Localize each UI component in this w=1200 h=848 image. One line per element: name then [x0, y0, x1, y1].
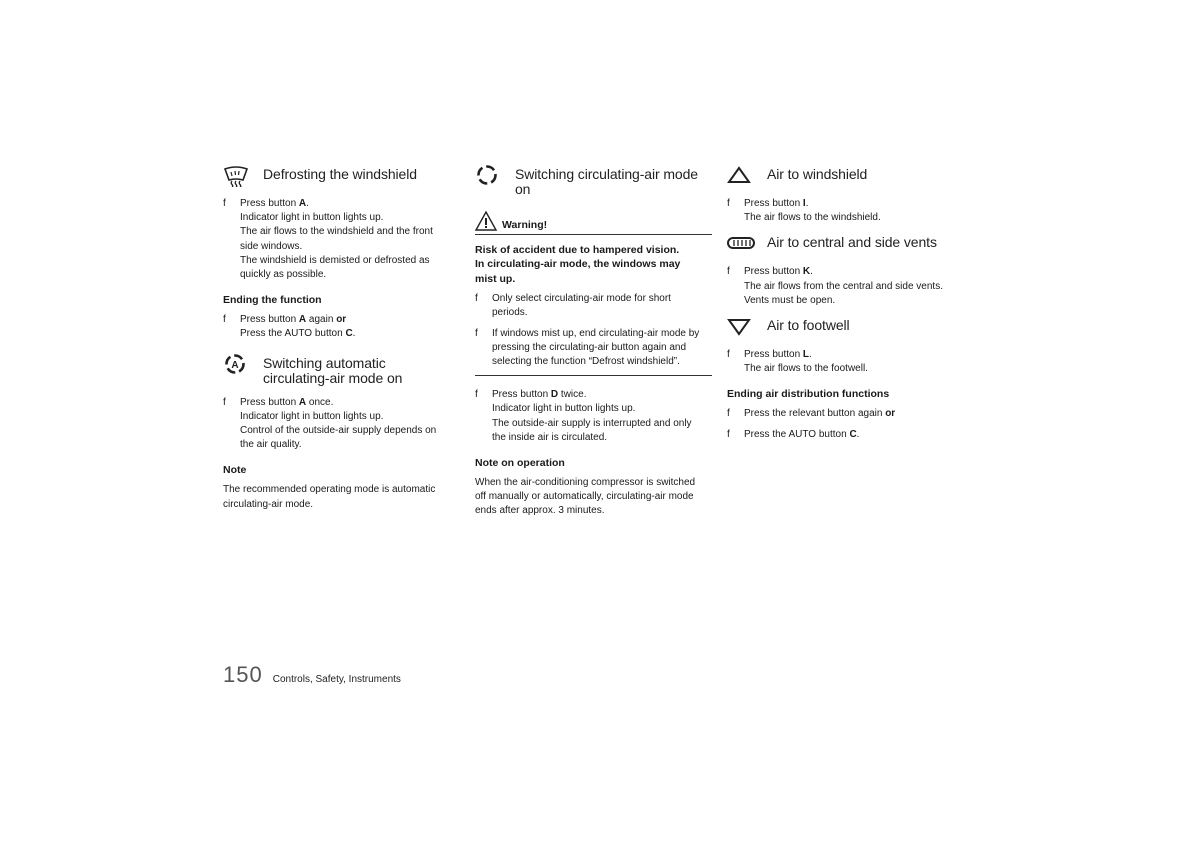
list-item-line: Press button A.: [240, 198, 309, 209]
list-item-line: pressing the circulating-air button again and: [492, 341, 687, 353]
heading-circ: [475, 163, 712, 197]
text-line: mist up.: [475, 272, 516, 285]
list-item-line: The air flows to the windshield and the front: [240, 226, 433, 238]
heading-footwell: [727, 314, 962, 338]
heading-vents-title: Air to central and side vents: [767, 234, 937, 251]
list-item-line: selecting the function “Defrost windshield”.: [492, 356, 680, 368]
list-item: [223, 197, 455, 282]
list-item-line: The air flows to the footwell.: [744, 363, 868, 375]
svg-text:A: A: [231, 359, 239, 371]
heading-footwell-title: Air to footwell: [767, 317, 850, 334]
list-item: [475, 327, 712, 370]
subhead-ending-function: Ending the function: [223, 294, 322, 307]
list-item-line: Press the AUTO button C.: [240, 328, 356, 340]
page-number: 150: [223, 662, 263, 687]
list-item-line: Indicator light in button lights up.: [240, 212, 384, 224]
list-item-line: Press button K.: [744, 266, 813, 278]
list-item-line: Press button A once.: [240, 396, 334, 408]
bullet-marker: f: [727, 198, 730, 209]
list-item: [727, 197, 962, 225]
bullet-marker: f: [475, 389, 478, 401]
list-item-line: Indicator light in button lights up.: [492, 403, 636, 415]
list-item: [475, 388, 712, 445]
bullet-marker: f: [727, 408, 730, 420]
heading-defrost: [223, 163, 455, 187]
text-line: ends after approx. 3 minutes.: [475, 505, 605, 517]
list-item: [727, 265, 962, 308]
heading-defrost-title: Defrosting the windshield: [263, 166, 417, 182]
ending-bullets: [223, 313, 455, 341]
list-item-line: quickly as possible.: [240, 269, 327, 281]
list-item-line: The air flows to the windshield.: [744, 212, 881, 224]
list-item-line: Press button D twice.: [492, 389, 587, 401]
bullet-marker: f: [727, 266, 730, 278]
heading-air-windshield: [727, 163, 962, 187]
list-item-line: Vents must be open.: [744, 294, 836, 306]
vents-bullets: [727, 265, 962, 308]
page-footer: [223, 662, 401, 688]
bullet-marker: f: [727, 349, 730, 361]
list-item-line: If windows mist up, end circulating-air mode by: [492, 327, 700, 339]
list-item: [727, 348, 962, 376]
text-line: off manually or automatically, circulating-air mode: [475, 491, 694, 503]
heading-auto-circ: [223, 352, 455, 386]
text-line: The recommended operating mode is automatic: [223, 484, 436, 496]
vents-icon: [727, 237, 755, 249]
list-item-line: Press the AUTO button C.: [744, 428, 860, 440]
column-1: [223, 163, 455, 518]
warning-box: [475, 211, 712, 376]
list-item-line: periods.: [492, 307, 528, 319]
text-line: In circulating-air mode, the windows may: [475, 258, 681, 271]
bullet-marker: f: [475, 327, 478, 339]
text-line: circulating-air mode.: [223, 498, 314, 510]
note-text: [223, 483, 455, 511]
list-item-line: the air quality.: [240, 439, 302, 451]
heading-vents: [727, 231, 962, 255]
auto-circulation-icon: [223, 352, 247, 376]
list-item: [223, 313, 455, 341]
bullet-marker: f: [223, 396, 226, 408]
windshield-bullets: [727, 197, 962, 225]
list-item-line: Indicator light in button lights up.: [240, 410, 384, 422]
list-item-line: The outside-air supply is interrupted and only: [492, 417, 692, 429]
warning-header: [475, 211, 712, 235]
warning-icon: [475, 211, 497, 231]
circulation-icon: [475, 163, 499, 187]
auto-bullets: [223, 396, 455, 453]
list-item-line: the inside air is circulated.: [492, 431, 608, 443]
list-item-line: Press button A again or: [240, 314, 347, 326]
warning-bullets: [475, 292, 712, 369]
text-line: Risk of accident due to hampered vision.: [475, 244, 680, 256]
heading-air-windshield-title: Air to windshield: [767, 166, 868, 182]
list-item-line: The windshield is demisted or defrosted as: [240, 254, 430, 266]
heading-circ-title: Switching circulating-air mode on: [515, 166, 698, 197]
column-2: [475, 163, 712, 525]
subhead-note-operation: Note on operation: [475, 457, 565, 470]
defrost-bullets: [223, 197, 455, 282]
press-d-bullets: [475, 388, 712, 445]
ending-air-bullets: [727, 407, 962, 441]
list-item-line: The air flows from the central and side vents.: [744, 280, 943, 292]
subhead-ending-air: Ending air distribution functions: [727, 388, 890, 401]
section-title: Controls, Safety, Instruments: [272, 674, 401, 685]
warning-text: [475, 243, 712, 286]
heading-auto-circ-title: Switching automatic circulating-air mode on: [263, 354, 403, 386]
bullet-marker: f: [727, 428, 730, 440]
bullet-marker: f: [223, 314, 226, 326]
bullet-marker: f: [475, 293, 478, 305]
bullet-marker: f: [223, 198, 226, 209]
list-item-line: side windows.: [240, 240, 303, 252]
column-3: [727, 163, 962, 448]
list-item: [727, 407, 962, 421]
subhead-note: Note: [223, 464, 247, 477]
list-item-line: Press button I.: [744, 198, 809, 209]
list-item: [475, 292, 712, 320]
list-item-line: Press the relevant button again or: [744, 408, 896, 420]
list-item: [727, 428, 962, 442]
defrost-icon: [223, 165, 249, 187]
text-line: When the air-conditioning compressor is switched: [475, 477, 696, 489]
warning-label: Warning!: [502, 219, 548, 231]
list-item-line: Press button L.: [744, 349, 812, 361]
triangle-down-icon: [727, 318, 751, 336]
list-item: [223, 396, 455, 453]
footwell-bullets: [727, 348, 962, 376]
triangle-up-icon: [727, 166, 751, 184]
list-item-line: Only select circulating-air mode for short: [492, 293, 671, 305]
list-item-line: Control of the outside-air supply depends on: [240, 425, 437, 437]
note-operation-text: [475, 476, 712, 519]
